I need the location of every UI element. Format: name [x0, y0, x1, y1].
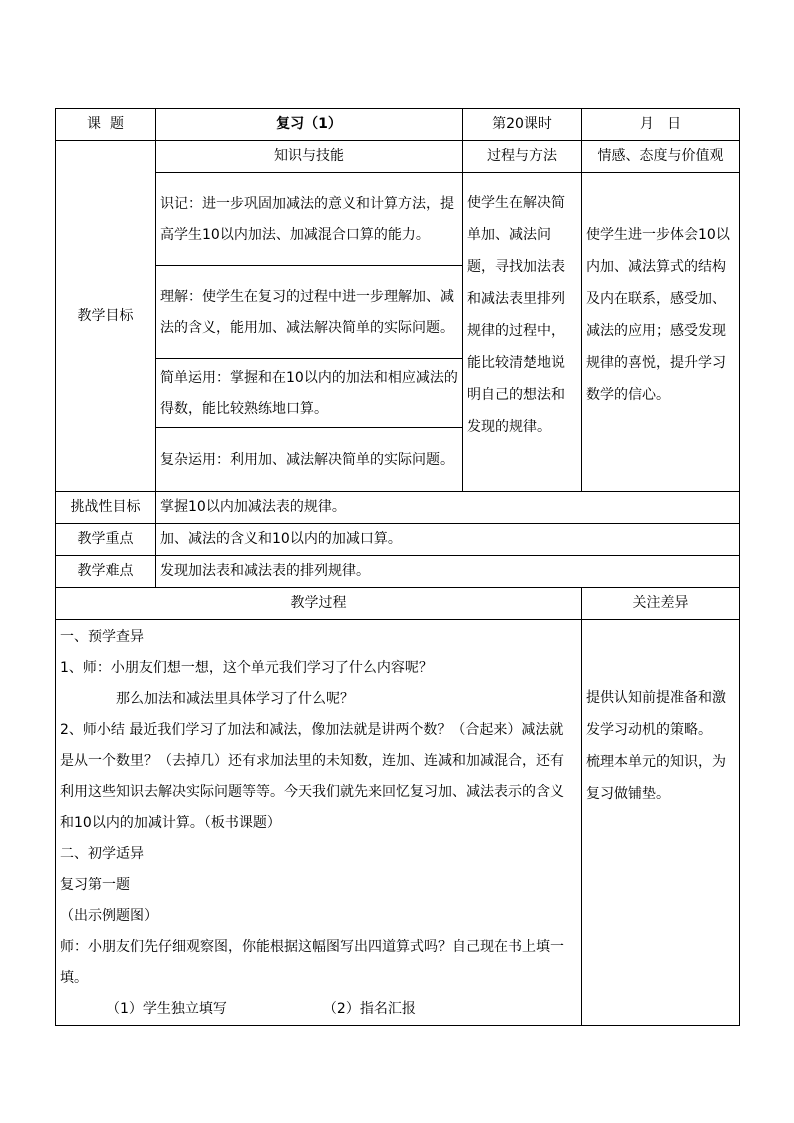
- process-step: （2）指名汇报: [322, 1001, 416, 1017]
- knowledge-item: 理解：使学生在复习的过程中进一步理解加、减法的含义，能用加、减法解决简单的实际问题。: [156, 266, 463, 359]
- key-point-label: 教学重点: [56, 524, 156, 556]
- process-line: 2、师小结 最近我们学习了加法和减法，像加法就是讲两个数？（合起来）减法就是从一个数里？（去掉几）还有求加法里的未知数，连加、连减和加减混合，还有利用这些知识去解决实际问题等等。今天我们就先来回忆复习加、减法表示的含义和10以内的加减计算。（板书课题）: [60, 722, 564, 831]
- process-line: 二、初学适异: [60, 846, 144, 862]
- process-line: 1、师：小朋友们想一想，这个单元我们学习了什么内容呢？: [60, 660, 433, 676]
- knowledge-item: 复杂运用：利用加、减法解决简单的实际问题。: [156, 428, 463, 492]
- attitude-objective-text: 使学生进一步体会10以内加、减法算式的结构及内在联系，感受加、减法的应用；感受发现规律的喜悦，提升学习数学的信心。: [586, 227, 730, 403]
- knowledge-item: 简单运用：掌握和在10以内的加法和相应减法的得数，能比较熟练地口算。: [156, 359, 463, 428]
- process-line: 那么加法和减法里具体学习了什么呢？: [116, 691, 354, 707]
- header-row: [56, 109, 740, 141]
- process-body-row: [56, 620, 740, 1026]
- process-line: 一、预学查异: [60, 629, 144, 645]
- objectives-label: 教学目标: [56, 141, 156, 492]
- lesson-date: 月 日: [582, 109, 740, 141]
- teaching-process-header: 教学过程: [56, 588, 582, 620]
- difficulty-row: [56, 556, 740, 588]
- process-objective-text: 使学生在解决简单加、减法问题，寻找加法表和减法表里排列规律的过程中，能比较清楚地说明自己的想法和发现的规律。: [467, 195, 565, 435]
- knowledge-header: 知识与技能: [156, 141, 463, 173]
- key-point-value: 加、减法的含义和10以内的加减口算。: [156, 524, 740, 556]
- process-objective: [463, 173, 582, 492]
- lesson-number: 第20课时: [463, 109, 582, 141]
- process-step: （1）学生独立填写: [106, 1001, 227, 1017]
- knowledge-row: [56, 173, 740, 266]
- knowledge-item: 识记：进一步巩固加减法的意义和计算方法，提高学生10以内加法、加减混合口算的能力。: [156, 173, 463, 266]
- lesson-plan-table: [55, 108, 740, 1026]
- challenge-label: 挑战性目标: [56, 492, 156, 524]
- challenge-value: 掌握10以内加减法表的规律。: [156, 492, 740, 524]
- topic-value: 复习（1）: [156, 109, 463, 141]
- process-line: （出示例题图）: [60, 908, 158, 924]
- process-steps: [60, 994, 577, 1025]
- attitude-header: 情感、态度与价值观: [582, 141, 740, 173]
- process-header-row: [56, 588, 740, 620]
- key-point-row: [56, 524, 740, 556]
- process-line: 师：小朋友们先仔细观察图，你能根据这幅图写出四道算式吗？自己现在书上填一填。: [60, 939, 564, 986]
- teaching-process-body: [56, 620, 582, 1026]
- process-header: 过程与方法: [463, 141, 582, 173]
- topic-label: 课 题: [56, 109, 156, 141]
- difficulty-value: 发现加法表和减法表的排列规律。: [156, 556, 740, 588]
- difficulty-label: 教学难点: [56, 556, 156, 588]
- process-line: 复习第一题: [60, 877, 130, 893]
- attitude-objective: [582, 173, 740, 492]
- difference-note: 梳理本单元的知识，为复习做铺垫。: [586, 754, 726, 802]
- challenge-row: [56, 492, 740, 524]
- difference-note: 提供认知前提准备和激发学习动机的策略。: [586, 690, 726, 738]
- differences-body: [582, 620, 740, 1026]
- objectives-header-row: [56, 141, 740, 173]
- differences-header: 关注差异: [582, 588, 740, 620]
